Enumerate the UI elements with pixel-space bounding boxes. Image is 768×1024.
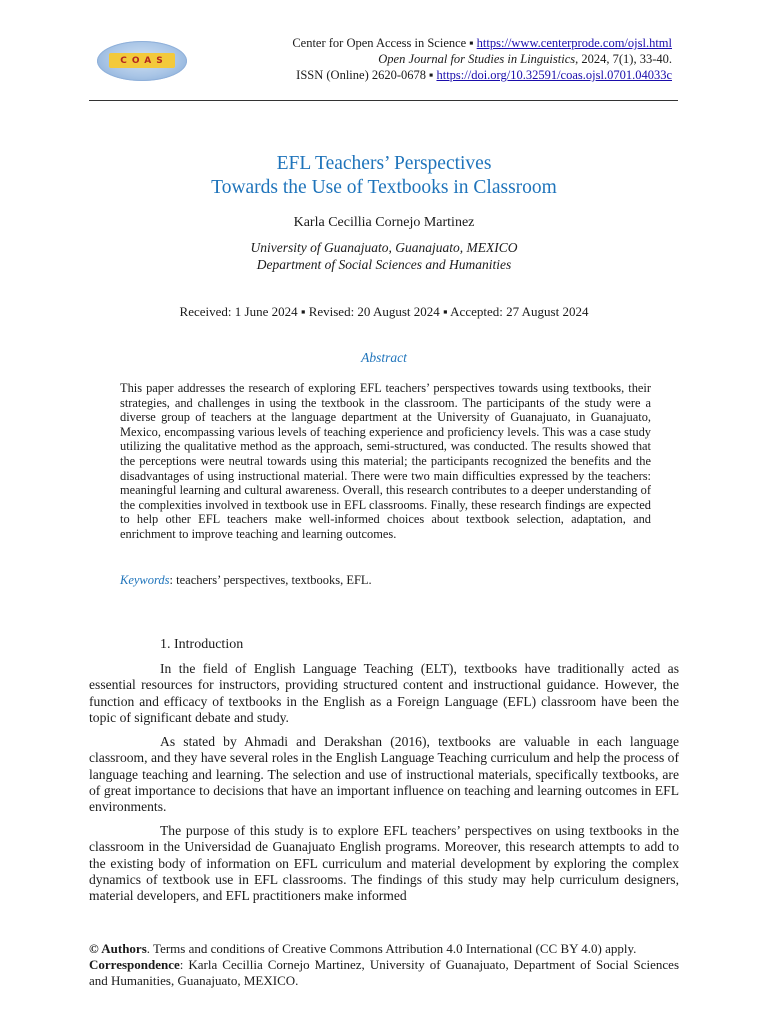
- footer-notes: [89, 941, 679, 989]
- abstract-heading: Abstract: [361, 350, 407, 365]
- header-line-3: [292, 67, 672, 83]
- section-heading: 1. Introduction: [160, 637, 244, 652]
- affiliation: [0, 239, 768, 273]
- header-line-1: [292, 35, 672, 51]
- affiliation-line-1: University of Guanajuato, Guanajuato, MEXICO: [250, 240, 518, 255]
- paper-title: [0, 152, 768, 200]
- header-divider: [89, 100, 678, 101]
- license-text: . Terms and conditions of Creative Commons Attribution 4.0 International (CC BY 4.0) apply.: [146, 941, 637, 956]
- journal-name: Open Journal for Studies in Linguistics: [378, 52, 576, 66]
- coas-logo-text: COAS: [109, 53, 175, 68]
- issn: ISSN (Online) 2620-0678: [296, 68, 427, 82]
- affiliation-line-2: Department of Social Sciences and Humanities: [256, 257, 512, 272]
- header-separator: ▪: [469, 36, 474, 50]
- keywords: [120, 573, 651, 588]
- coas-logo: [97, 41, 187, 81]
- header-separator: ▪: [429, 68, 434, 82]
- abstract-text: This paper addresses the research of exploring EFL teachers’ perspectives towards using textbooks, their strategies, and challenges in using the textbook in the classroom. The participants of the study were a diverse group of teachers at the language department at the University of Guanajuato, in Guanajuato, Mexico, encompassing various levels of teaching experience and proficiency levels. This was a case study utilizing the qualitative method as the approach, semi-structured, was conducted. The results showed that the perceptions were neutral towards using this material; the participants recognized the benefits and the disadvantages of using instructional material. There were two main difficulties expressed by the teachers: meaningful learning and cultural awareness. Overall, this research contributes to a deeper understanding of the complexities involved in textbook use in EFL classrooms. Finally, these research findings are expected to help other EFL teachers make well-informed choices about textbook selection, adaptation, and enrichment to improve teaching and learning outcomes.: [120, 381, 651, 541]
- body-paragraph: As stated by Ahmadi and Derakshan (2016), textbooks are valuable in each language classroom, and they have several roles in the English Language Teaching curriculum and help the process of language teaching and learning. The selection and use of instructional materials, specifically textbooks, are of great importance to decisions that have an important influence on teaching and learning outcomes in EFL environments.: [89, 734, 679, 815]
- journal-header: [292, 35, 672, 83]
- doi-link[interactable]: https://doi.org/10.32591/coas.ojsl.0701.04033c: [436, 68, 672, 82]
- title-line-1: EFL Teachers’ Perspectives: [276, 153, 492, 174]
- body-paragraph: The purpose of this study is to explore EFL teachers’ perspectives on using textbooks in the classroom in the Universidad de Guanajuato English programs. Moreover, this research attempts to add to the existing body of information on EFL curriculum and material development by exploring the complex dynamics of textbook use in EFL classrooms. The findings of this study may help curriculum designers, material developers, and EFL practitioners make informed: [89, 823, 679, 904]
- copyright-label: © Authors: [89, 941, 147, 956]
- body-paragraph: In the field of English Language Teaching (ELT), textbooks have traditionally acted as essential resources for instructors, providing structured content and instructional guidance. However, the function and efficacy of textbooks in the English as a Foreign Language (EFL) classroom have been the topic of significant debate and study.: [89, 661, 679, 725]
- correspondence-label: Correspondence: [89, 957, 180, 972]
- title-line-2: Towards the Use of Textbooks in Classroom: [211, 177, 557, 198]
- correspondence-text: : Karla Cecillia Cornejo Martinez, University of Guanajuato, Department of Social Sciences and Humanities, Guanajuato, MEXICO.: [89, 957, 679, 988]
- publication-dates: Received: 1 June 2024 ▪ Revised: 20 August 2024 ▪ Accepted: 27 August 2024: [179, 304, 589, 319]
- author-name: Karla Cecillia Cornejo Martinez: [293, 215, 475, 230]
- header-line-2: [292, 51, 672, 67]
- keywords-label: Keywords: [120, 573, 170, 587]
- journal-volume: , 2024, 7(1), 33-40.: [575, 52, 672, 66]
- journal-website-link[interactable]: https://www.centerprode.com/ojsl.html: [476, 36, 672, 50]
- publisher-name: Center for Open Access in Science: [292, 36, 467, 50]
- keywords-text: : teachers’ perspectives, textbooks, EFL.: [169, 573, 372, 587]
